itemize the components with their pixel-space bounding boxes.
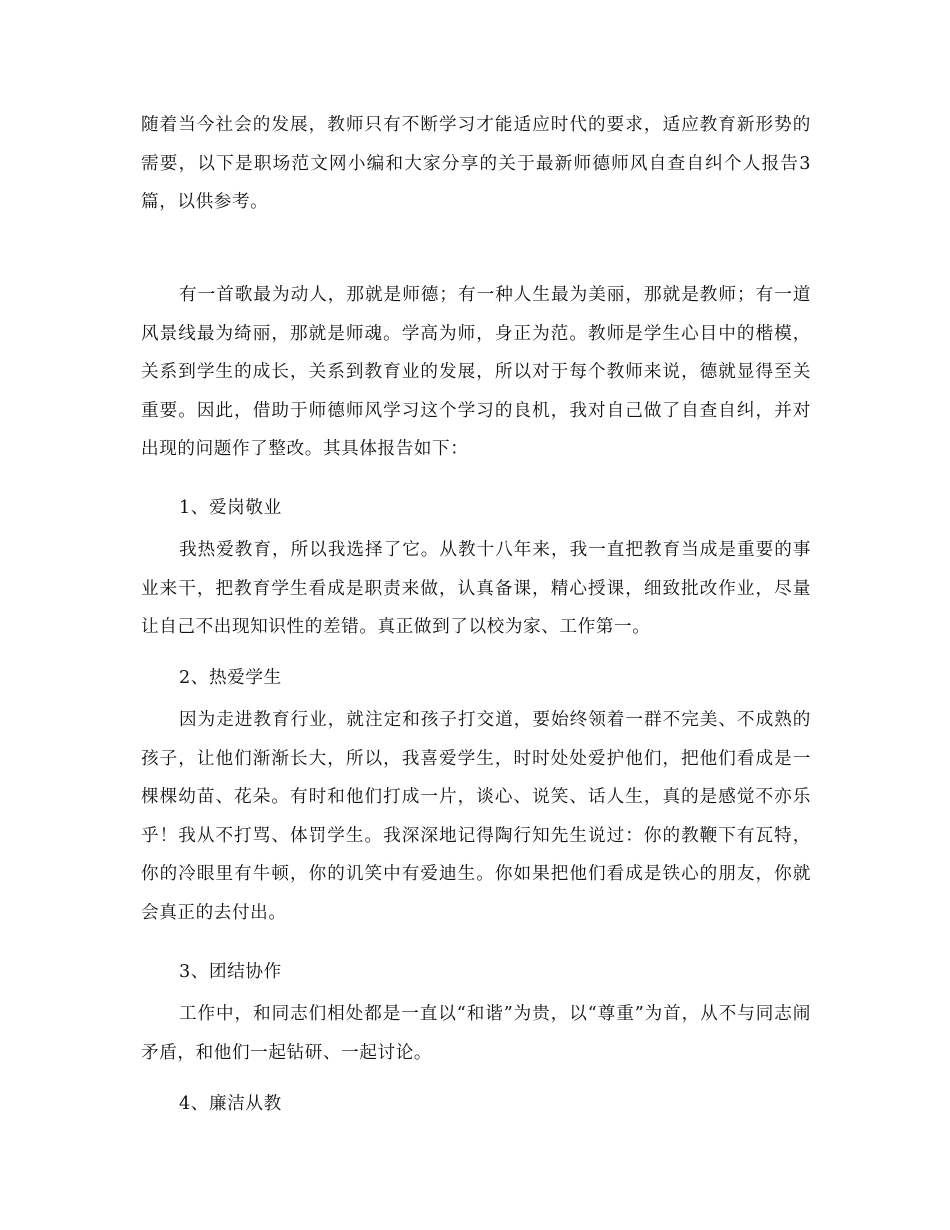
section-heading-2: 2、热爱学生	[179, 668, 282, 688]
section-body-2: 因为走进教育行业，就注定和孩子打交道，要始终领着一群不完美、不成熟的孩子，让他们渐渐长大，所以，我喜爱学生，时时处处爱护他们，把他们看成是一棵棵幼苗、花朵。有时和他们打成一片，谈心、说笑、话人生，真的是感觉不亦乐乎！我从不打骂、体罚学生。我深深地记得陶行知先生说过：你的教鞭下有瓦特，你的冷眼里有牛顿，你的讥笑中有爱迪生。你如果把他们看成是铁心的朋友，你就会真正的去付出。	[141, 710, 811, 923]
section-heading-1: 1、爱岗敬业	[179, 498, 282, 518]
section-body-1: 我热爱教育，所以我选择了它。从教十八年来，我一直把教育当成是重要的事业来干，把教育学生看成是职责来做，认真备课，精心授课，细致批改作业，尽量让自己不出现知识性的差错。真正做到了以校为家、工作第一。	[141, 540, 811, 638]
section-body-3: 工作中，和同志们相处都是一直以“和谐”为贵，以“尊重”为首，从不与同志闹矛盾，和他们一起钻研、一起讨论。	[141, 1004, 811, 1063]
intro-paragraph: 随着当今社会的发展，教师只有不断学习才能适应时代的要求，适应教育新形势的需要，以下是职场范文网小编和大家分享的关于最新师德师风自查自纠个人报告3篇，以供参考。	[141, 115, 811, 213]
opening-paragraph: 有一首歌最为动人，那就是师德；有一种人生最为美丽，那就是教师；有一道风景线最为绮丽，那就是师魂。学高为师，身正为范。教师是学生心目中的楷模，关系到学生的成长，关系到教育业的发展，所以对于每个教师来说，德就显得至关重要。因此，借助于师德师风学习这个学习的良机，我对自己做了自查自纠，并对出现的问题作了整改。其具体报告如下：	[141, 285, 811, 460]
section-heading-4: 4、廉洁从教	[179, 1094, 282, 1114]
section-heading-3: 3、团结协作	[179, 962, 282, 982]
